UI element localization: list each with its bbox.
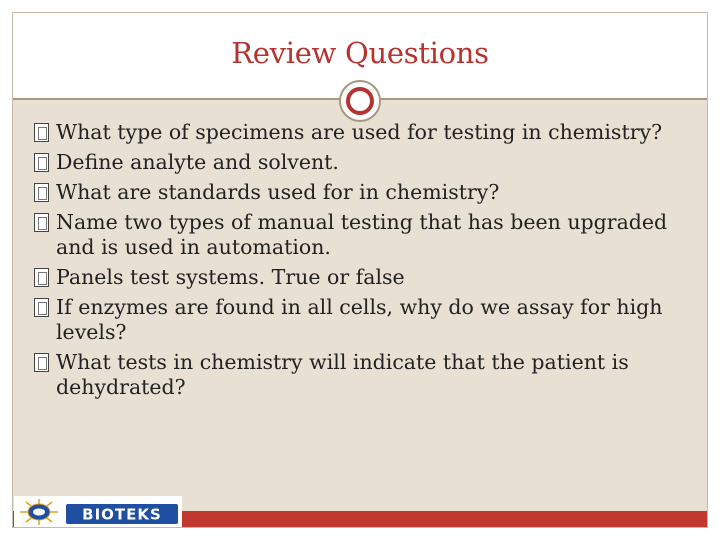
question-text: What tests in chemistry will indicate that the patient is dehydrated? [56, 350, 629, 399]
list-item [34, 180, 694, 205]
question-list [34, 120, 694, 405]
bioteks-wordmark [66, 504, 178, 524]
list-item [34, 210, 694, 260]
divider-ring-inner [346, 87, 374, 115]
list-item [34, 295, 694, 345]
question-text: What are standards used for in chemistry? [56, 180, 500, 204]
bullet-box-icon [34, 183, 49, 202]
title-divider-left [13, 98, 340, 100]
bullet-box-icon [34, 213, 49, 232]
bioteks-logo [14, 496, 182, 527]
bullet-box-icon [34, 123, 49, 142]
bullet-box-icon [34, 153, 49, 172]
question-text: Define analyte and solvent. [56, 150, 339, 174]
question-text: Name two types of manual testing that has been upgraded and is used in automation. [56, 210, 668, 259]
nsf-emblem-icon [16, 498, 62, 526]
slide-title: Review Questions [231, 36, 489, 70]
bullet-box-icon [34, 298, 49, 317]
list-item [34, 350, 694, 400]
question-text: If enzymes are found in all cells, why do we assay for high levels? [56, 295, 663, 344]
divider-ring-ornament [339, 80, 381, 122]
bullet-box-icon [34, 353, 49, 372]
list-item [34, 265, 694, 290]
title-divider-right [380, 98, 707, 100]
list-item [34, 120, 694, 145]
logo-text: BIOTEKS [82, 505, 162, 524]
question-text: Panels test systems. True or false [56, 265, 405, 289]
bullet-box-icon [34, 268, 49, 287]
question-text: What type of specimens are used for testing in chemistry? [56, 120, 663, 144]
list-item [34, 150, 694, 175]
